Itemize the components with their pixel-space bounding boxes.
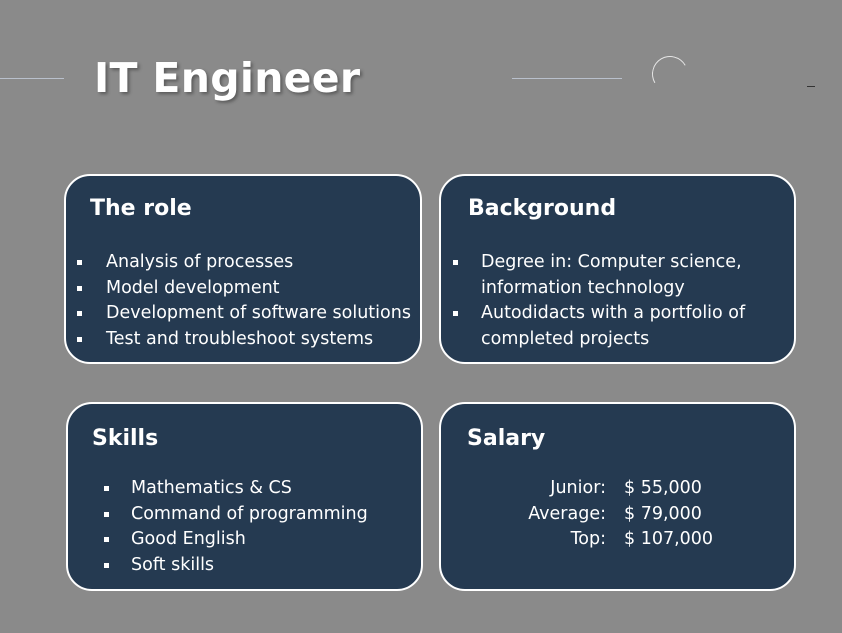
decorative-line-right xyxy=(512,78,622,79)
decorative-line-left xyxy=(0,78,64,79)
page-title: IT Engineer xyxy=(94,54,361,102)
background-list xyxy=(441,250,771,353)
salary-value: $ 107,000 xyxy=(624,529,714,550)
salary-label: Average: xyxy=(528,503,606,524)
list-item: Mathematics & CS xyxy=(68,476,368,502)
list-item: Soft skills xyxy=(68,553,368,579)
list-item: Development of software solutions xyxy=(66,301,411,327)
list-item: Model development xyxy=(66,276,411,302)
list-item: Command of programming xyxy=(68,502,368,528)
salary-table xyxy=(441,476,794,553)
decorative-dash xyxy=(807,86,815,87)
salary-card xyxy=(439,402,796,591)
list-item: Analysis of processes xyxy=(66,250,411,276)
salary-row-average xyxy=(441,502,794,528)
background-card xyxy=(439,174,796,364)
list-item: Test and troubleshoot systems xyxy=(66,327,411,353)
skills-list xyxy=(68,476,368,579)
salary-card-heading: Salary xyxy=(467,426,546,451)
salary-label: Top: xyxy=(570,529,606,550)
salary-label: Junior: xyxy=(550,478,606,498)
role-card-heading: The role xyxy=(90,196,192,221)
salary-value: $ 79,000 xyxy=(624,503,702,524)
list-item: Autodidacts with a portfolio of completed projects xyxy=(441,301,771,352)
background-card-heading: Background xyxy=(468,196,617,221)
skills-card-heading: Skills xyxy=(92,426,159,451)
skills-card xyxy=(66,402,423,591)
role-card xyxy=(64,174,422,364)
decorative-arc xyxy=(648,52,692,96)
list-item: Good English xyxy=(68,527,368,553)
salary-value: $ 55,000 xyxy=(624,478,702,498)
role-list xyxy=(66,250,411,353)
list-item: Degree in: Computer science, information technology xyxy=(441,250,771,301)
salary-row-junior xyxy=(441,476,794,502)
salary-row-top xyxy=(441,527,794,553)
